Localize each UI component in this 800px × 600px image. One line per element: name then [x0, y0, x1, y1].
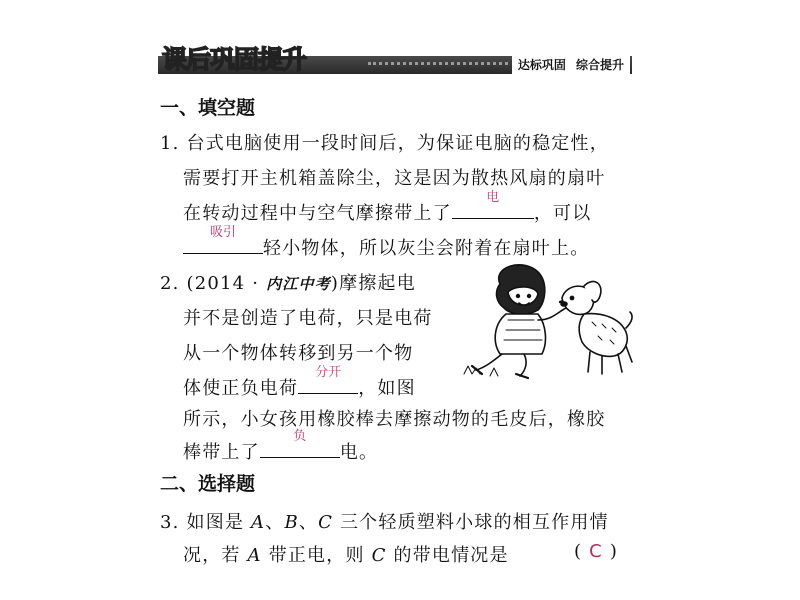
q1-blank-1[interactable]	[452, 190, 534, 219]
q1-line-4	[183, 225, 590, 260]
q3-line-1	[160, 508, 609, 534]
q2-line-6	[183, 429, 379, 464]
q3-paren-close: )	[609, 541, 619, 562]
q2-text-1b: )摩擦起电	[330, 273, 416, 294]
q3-text-1b: 三个轻质塑料小球的相互作用情	[333, 512, 609, 533]
q3-label-a: A	[251, 512, 266, 533]
q3-label-b: B	[284, 512, 299, 533]
q3-sep-1: 、	[265, 512, 285, 533]
q3-label-c2: C	[371, 545, 387, 566]
q2-line-3: 从一个物体转移到另一个物	[183, 343, 414, 364]
section-banner	[158, 42, 632, 76]
q2-text-6b: 电。	[339, 442, 379, 463]
q1-line-1: 1. 台式电脑使用一段时间后，为保证电脑的稳定性，	[160, 133, 609, 154]
q1-answer-2: 吸引	[209, 225, 236, 240]
q2-source: 内江中考	[266, 275, 331, 293]
q2-answer-2: 负	[293, 429, 307, 444]
q1-answer-1: 电	[486, 190, 500, 205]
q3-text-2b: 带正电，则	[261, 545, 372, 566]
q2-line-4	[183, 365, 416, 400]
q1-line-2: 需要打开主机箱盖除尘，这是因为散热风扇的扇叶	[183, 168, 606, 189]
q2-line-2: 并不是创造了电荷，只是电荷	[183, 308, 433, 329]
q2-blank-1[interactable]	[298, 365, 358, 394]
illustration-svg	[462, 262, 634, 380]
q3-paren-open: (	[574, 541, 583, 562]
q3-label-a2: A	[247, 545, 262, 566]
q2-text-4b: ，如图	[358, 378, 416, 399]
banner-subtitle: 达标巩固 综合提升	[512, 56, 630, 74]
q2-answer-1: 分开	[315, 365, 342, 380]
girl-rubbing-dog-illustration	[462, 262, 634, 380]
q3-line-2	[183, 541, 509, 567]
q2-text-4a: 体使正负电荷	[183, 378, 299, 399]
q3-label-c: C	[318, 512, 334, 533]
section-heading-fill-in: 一、填空题	[160, 97, 256, 119]
q3-text-2a: 况，若	[183, 545, 248, 566]
q3-answer: C	[589, 541, 603, 562]
q2-number: 2. (2014 ·	[160, 273, 267, 294]
q2-text-6a: 棒带上了	[183, 442, 260, 463]
section-heading-choice: 二、选择题	[160, 473, 256, 495]
q3-sep-2: 、	[298, 512, 319, 533]
banner-dots	[368, 62, 508, 69]
q1-text-3b: ，可以	[533, 203, 592, 224]
q2-line-1	[160, 269, 416, 295]
q2-line-5: 所示，小女孩用橡胶棒去摩擦动物的毛皮后，橡胶	[183, 409, 606, 430]
banner-title: 课后巩固提升	[162, 45, 307, 74]
q3-text-2c: 的带电情况是	[386, 545, 509, 566]
q2-blank-2[interactable]	[260, 429, 340, 458]
q3-answer-bracket[interactable]	[574, 541, 618, 562]
q3-text-1a: 3. 如图是	[160, 512, 252, 533]
q1-text-3a: 在转动过程中与空气摩擦带上了	[183, 203, 452, 224]
q1-text-4b: 轻小物体，所以灰尘会附着在扇叶上。	[263, 238, 590, 259]
q1-blank-2[interactable]	[183, 225, 263, 254]
